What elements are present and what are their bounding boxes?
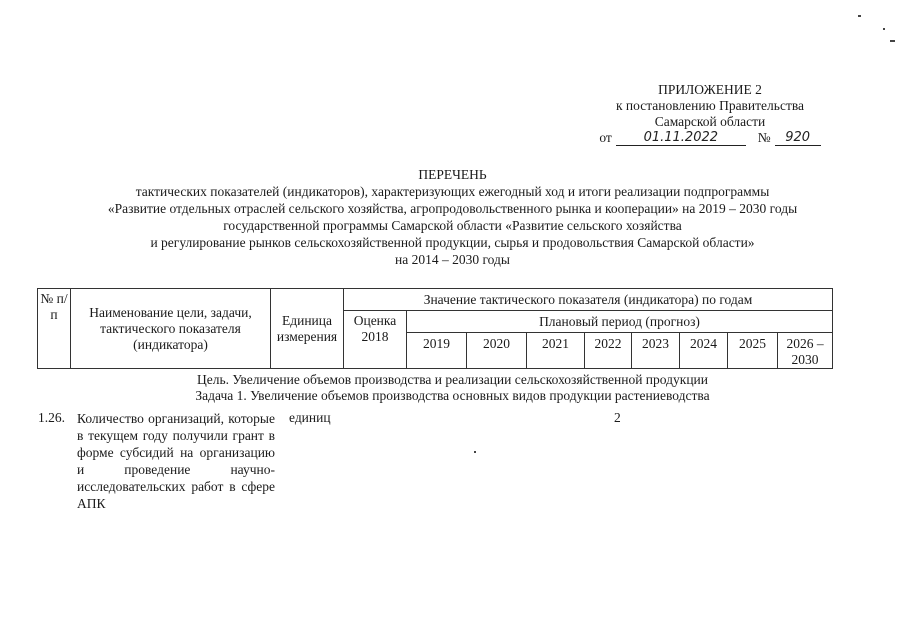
- row-indicator-name: Количество организаций, которые в текущем году получили грант в форме субсидий на организацию и проведение научно-исследовательских работ в сфере АПК: [77, 411, 275, 511]
- heading-line-3: государственной программы Самарской области «Развитие сельского хозяйства: [223, 218, 682, 233]
- scan-speck: [474, 451, 476, 453]
- col-header-year: 2021: [527, 333, 585, 369]
- indicator-table-header: [37, 288, 833, 369]
- appendix-title: ПРИЛОЖЕНИЕ 2: [658, 82, 762, 97]
- appendix-line-1: к постановлению Правительства: [615, 98, 805, 113]
- date-prefix: от: [599, 130, 612, 145]
- col-header-year: 2023: [632, 333, 680, 369]
- scan-speck: [883, 28, 885, 30]
- col-header-estimate: Оценка 2018: [344, 311, 407, 369]
- col-header-year: 2024: [680, 333, 728, 369]
- appendix-date-row: [560, 130, 860, 146]
- row-unit: единиц: [289, 410, 331, 425]
- col-header-year: 2026 – 2030: [778, 333, 833, 369]
- goal-text: Цель. Увеличение объемов производства и реализации сельскохозяйственной продукции: [196, 372, 708, 387]
- col-header-year: 2025: [728, 333, 778, 369]
- appendix-block: [560, 82, 860, 146]
- heading-line-1: тактических показателей (индикаторов), характеризующих ежегодный ход и итоги реализации подпрограммы: [135, 184, 770, 199]
- task-text: Задача 1. Увеличение объемов производства основных видов продукции растениеводства: [195, 388, 710, 403]
- col-header-unit: Единица измерения: [271, 289, 344, 369]
- col-header-year: 2022: [585, 333, 632, 369]
- row-value: 2: [614, 410, 621, 425]
- number-prefix: №: [757, 130, 771, 145]
- heading-title: ПЕРЕЧЕНЬ: [418, 167, 487, 182]
- appendix-line-2: Самарской области: [654, 114, 766, 129]
- goal-block: [0, 372, 905, 404]
- heading-line-5: на 2014 – 2030 годы: [395, 252, 510, 267]
- heading-line-2: «Развитие отдельных отраслей сельского хозяйства, агропродовольственного рынка и кооперации» на 2019 – 2030 годы: [107, 201, 798, 216]
- date-value: 01.11.2022: [616, 131, 746, 146]
- heading-line-4: и регулирование рынков сельскохозяйственной продукции, сырья и продовольствия Самарской области»: [150, 235, 755, 250]
- number-value: 920: [775, 131, 821, 146]
- col-header-num: № п/п: [38, 289, 71, 369]
- col-header-year: 2019: [407, 333, 467, 369]
- col-header-values-group: Значение тактического показателя (индикатора) по годам: [344, 289, 833, 311]
- row-number: 1.26.: [38, 410, 65, 425]
- scan-speck: [858, 15, 861, 17]
- col-header-year: 2020: [467, 333, 527, 369]
- col-header-plan-group: Плановый период (прогноз): [407, 311, 833, 333]
- scan-speck: [890, 40, 895, 42]
- document-heading: [0, 166, 905, 268]
- col-header-name: Наименование цели, задачи, тактического показателя (индикатора): [71, 289, 271, 369]
